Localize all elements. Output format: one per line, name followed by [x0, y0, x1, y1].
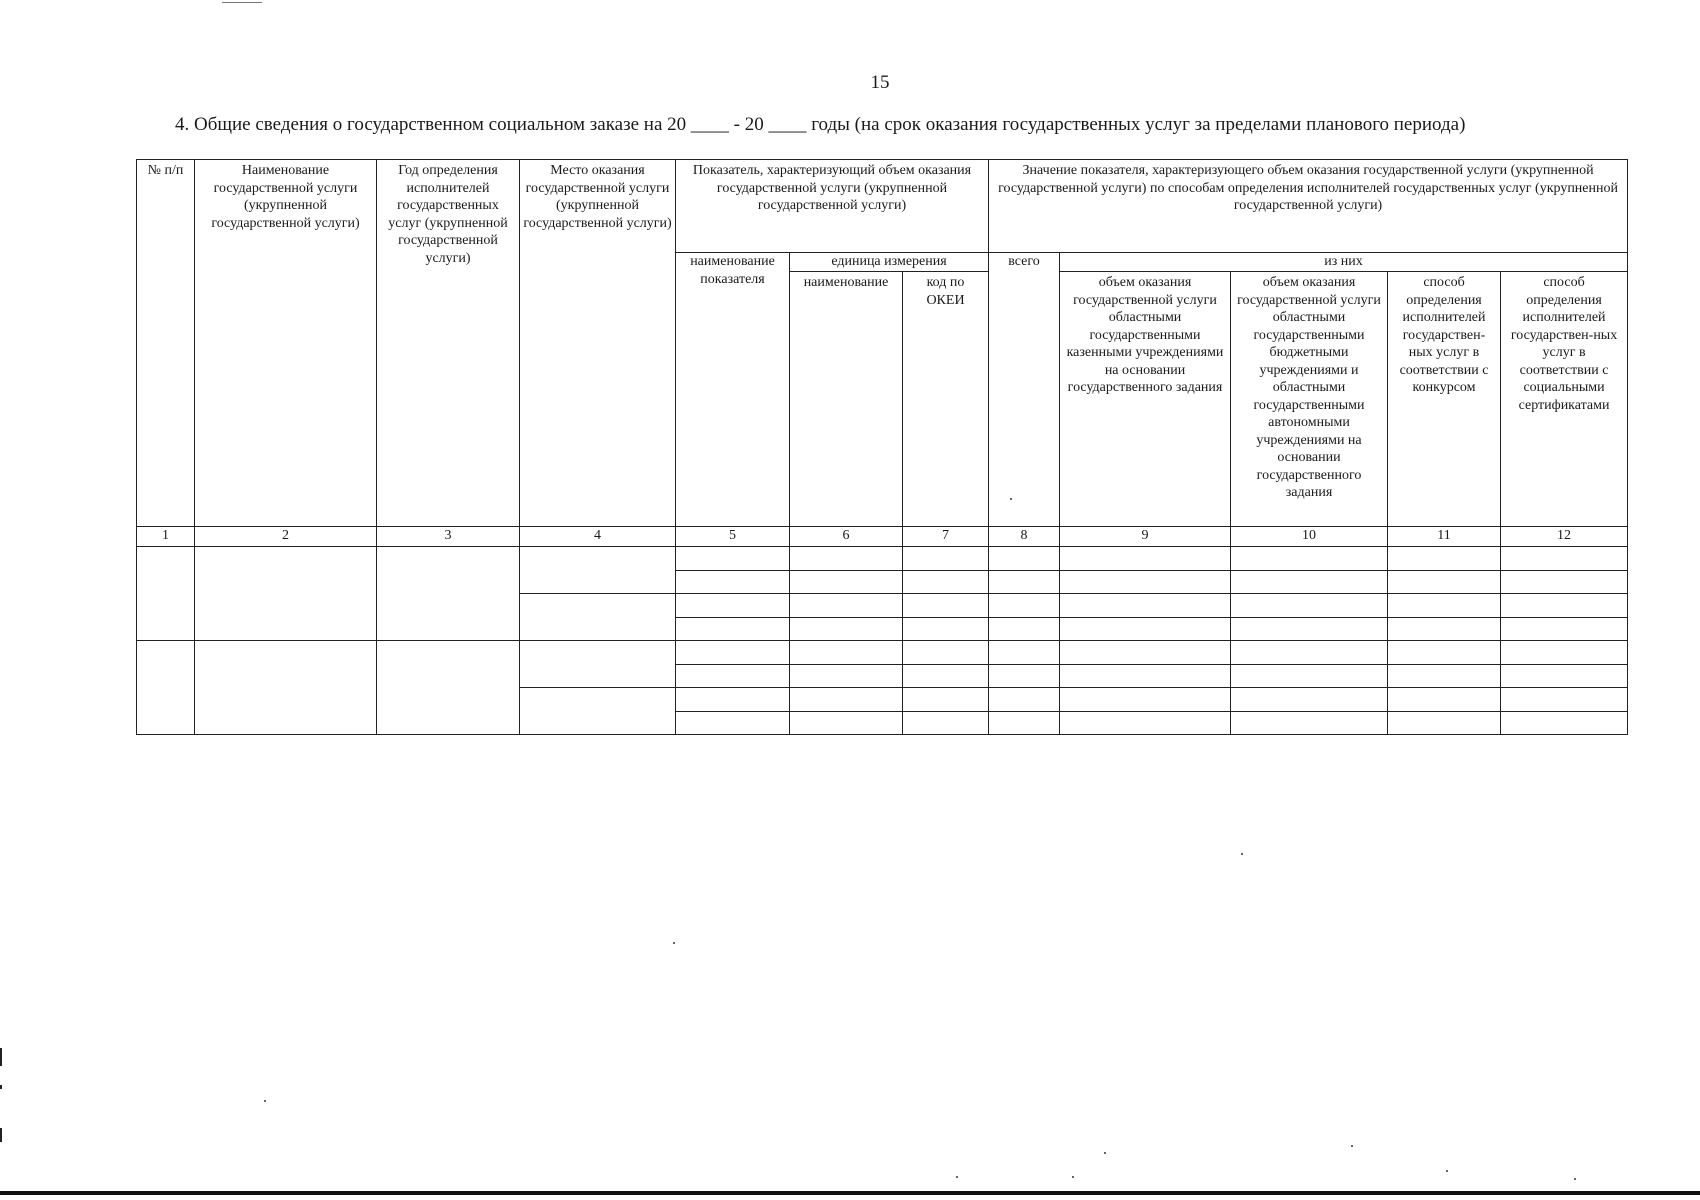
header-unit-name: наименование — [790, 272, 903, 527]
empty-cell — [903, 711, 989, 735]
empty-cell — [1231, 617, 1388, 641]
empty-cell — [790, 641, 903, 665]
column-number: 3 — [377, 527, 520, 547]
page-number: 15 — [870, 72, 890, 93]
scan-speck — [1574, 1178, 1576, 1180]
column-number: 4 — [520, 527, 676, 547]
empty-cell — [790, 570, 903, 594]
empty-cell — [137, 641, 195, 735]
empty-cell — [1501, 617, 1628, 641]
empty-cell — [676, 711, 790, 735]
empty-cell — [989, 594, 1060, 618]
empty-cell — [137, 547, 195, 641]
scan-artifact-left — [0, 1048, 2, 1066]
empty-cell — [989, 547, 1060, 571]
empty-cell — [1501, 711, 1628, 735]
empty-cell — [676, 570, 790, 594]
empty-cell — [989, 688, 1060, 712]
header-unit: единица измерения — [790, 253, 989, 272]
header-kazennye: объем оказания государственной услуги областными государственными казенными учреждениями на основании государственного задания — [1060, 272, 1231, 527]
empty-cell — [1231, 594, 1388, 618]
column-number: 5 — [676, 527, 790, 547]
empty-cell — [790, 664, 903, 688]
empty-cell — [1388, 570, 1501, 594]
column-number: 7 — [903, 527, 989, 547]
scan-speck — [264, 1100, 266, 1102]
empty-cell — [377, 547, 520, 641]
empty-cell — [1060, 688, 1231, 712]
empty-cell — [1231, 641, 1388, 665]
empty-cell — [1060, 641, 1231, 665]
scan-artifact-left — [0, 1085, 2, 1089]
empty-cell — [1060, 617, 1231, 641]
empty-cell — [989, 711, 1060, 735]
empty-cell — [1501, 664, 1628, 688]
empty-cell — [1388, 711, 1501, 735]
column-number: 1 — [137, 527, 195, 547]
header-col-number: № п/п — [137, 160, 195, 527]
scan-speck — [673, 942, 675, 944]
empty-cell — [1060, 664, 1231, 688]
header-place: Место оказания государственной услуги (укрупненной государственной услуги) — [520, 160, 676, 527]
empty-cell — [676, 688, 790, 712]
empty-cell — [903, 664, 989, 688]
header-contest: способ определения исполнителей государствен-ных услуг в соответствии с конкурсом — [1388, 272, 1501, 527]
scan-speck — [1446, 1170, 1448, 1172]
header-indicator-group: Показатель, характеризующий объем оказания государственной услуги (укрупненной государственной услуги) — [676, 160, 989, 253]
empty-cell — [790, 547, 903, 571]
empty-cell — [1231, 688, 1388, 712]
section-title: 4. Общие сведения о государственном социальном заказе на 20 ____ - 20 ____ годы (на срок оказания государственных услуг за пределами планового периода) — [175, 114, 1466, 135]
column-number: 9 — [1060, 527, 1231, 547]
empty-cell — [676, 664, 790, 688]
empty-cell — [377, 641, 520, 735]
empty-cell — [1060, 711, 1231, 735]
empty-cell — [1060, 547, 1231, 571]
bottom-edge-rule — [0, 1191, 1700, 1195]
scan-artifact-top — [222, 2, 262, 3]
column-number: 12 — [1501, 527, 1628, 547]
empty-cell — [790, 688, 903, 712]
empty-cell — [1388, 641, 1501, 665]
empty-cell — [1388, 688, 1501, 712]
header-budget-autonomous: объем оказания государственной услуги областными государственными бюджетными учреждениями и областными государственными автономными учреждениями на основании государственного задания — [1231, 272, 1388, 527]
scan-speck — [1351, 1145, 1353, 1147]
social-order-table — [136, 159, 1628, 735]
header-indicator-name: наименование показателя — [676, 253, 790, 527]
empty-cell — [520, 641, 676, 688]
column-number: 2 — [195, 527, 377, 547]
empty-cell — [676, 594, 790, 618]
empty-cell — [1388, 664, 1501, 688]
empty-cell — [903, 641, 989, 665]
empty-cell — [1060, 594, 1231, 618]
empty-cell — [989, 641, 1060, 665]
column-number: 6 — [790, 527, 903, 547]
header-of-them: из них — [1060, 253, 1628, 272]
empty-cell — [903, 594, 989, 618]
empty-cell — [1231, 547, 1388, 571]
empty-cell — [195, 641, 377, 735]
empty-cell — [1501, 594, 1628, 618]
scan-speck — [1104, 1152, 1106, 1154]
empty-cell — [1501, 688, 1628, 712]
empty-cell — [676, 617, 790, 641]
empty-cell — [989, 570, 1060, 594]
empty-cell — [790, 711, 903, 735]
empty-cell — [1231, 711, 1388, 735]
empty-cell — [1501, 547, 1628, 571]
empty-cell — [676, 547, 790, 571]
scan-speck — [1072, 1176, 1074, 1178]
table-row — [137, 547, 1628, 571]
empty-cell — [903, 547, 989, 571]
column-number: 8 — [989, 527, 1060, 547]
empty-cell — [520, 547, 676, 594]
empty-cell — [989, 664, 1060, 688]
empty-cell — [989, 617, 1060, 641]
empty-cell — [195, 547, 377, 641]
header-service-name: Наименование государственной услуги (укрупненной государственной услуги) — [195, 160, 377, 527]
column-number: 10 — [1231, 527, 1388, 547]
empty-cell — [1388, 547, 1501, 571]
empty-cell — [1231, 664, 1388, 688]
scan-speck — [956, 1176, 958, 1178]
header-total: всего — [989, 253, 1060, 527]
header-unit-code: код по ОКЕИ — [903, 272, 989, 527]
empty-cell — [903, 688, 989, 712]
column-number: 11 — [1388, 527, 1501, 547]
empty-cell — [1388, 617, 1501, 641]
scan-artifact-left — [0, 1128, 2, 1142]
scan-speck — [1010, 498, 1012, 500]
table-row — [137, 641, 1628, 665]
empty-cell — [790, 617, 903, 641]
empty-cell — [1501, 570, 1628, 594]
empty-cell — [676, 641, 790, 665]
empty-cell — [1060, 570, 1231, 594]
empty-cell — [1501, 641, 1628, 665]
scan-speck — [1241, 853, 1243, 855]
header-year: Год определения исполнителей государственных услуг (укрупненной государственной услуги) — [377, 160, 520, 527]
empty-cell — [903, 570, 989, 594]
empty-cell — [903, 617, 989, 641]
header-certificates: способ определения исполнителей государствен-ных услуг в соответствии с социальными сертификатами — [1501, 272, 1628, 527]
empty-cell — [790, 594, 903, 618]
empty-cell — [1388, 594, 1501, 618]
empty-cell — [520, 594, 676, 641]
empty-cell — [1231, 570, 1388, 594]
header-value-group: Значение показателя, характеризующего объем оказания государственной услуги (укрупненной государственной услуги) по способам определения исполнителей государственных услуг (укрупненной государственной услуги) — [989, 160, 1628, 253]
empty-cell — [520, 688, 676, 735]
